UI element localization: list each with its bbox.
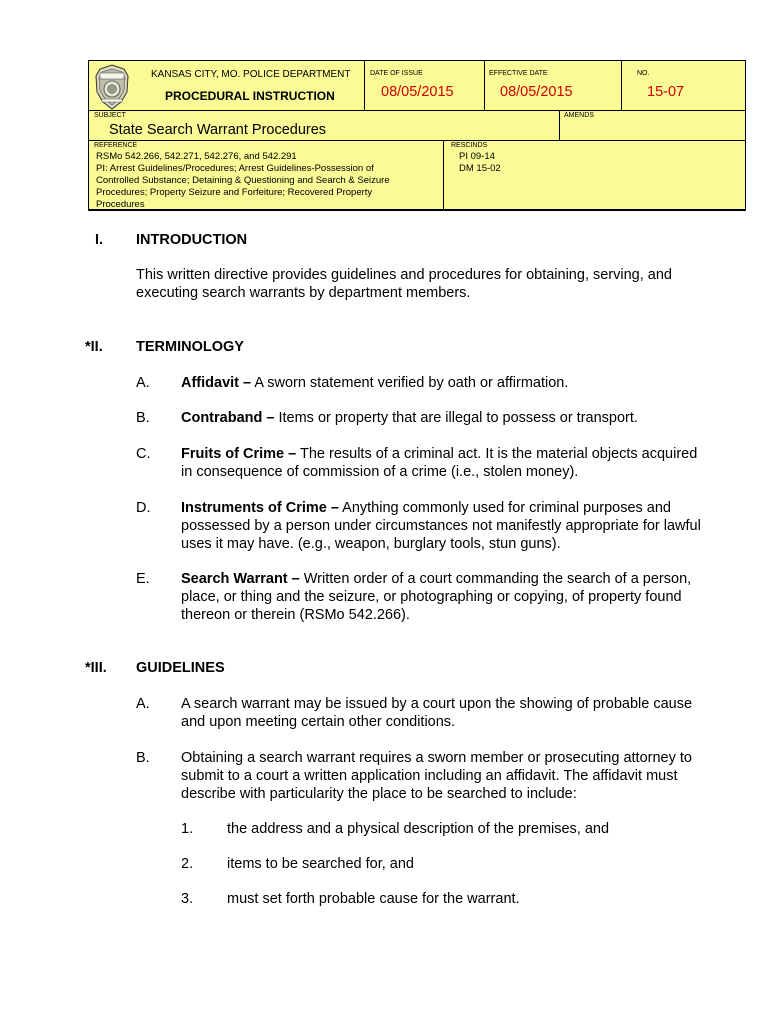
police-badge-icon — [94, 64, 130, 110]
section-title: GUIDELINES — [136, 660, 225, 676]
definition-text: Anything commonly used for criminal purposes and — [338, 500, 671, 516]
paragraph-line: submit to a court a written application including an affidavit. The affidavit must — [181, 768, 678, 784]
subitem-text: must set forth probable cause for the warrant. — [227, 891, 520, 907]
header-divider — [443, 140, 444, 210]
definition-line: uses it may have. (e.g., weapon, burglary tools, stun guns). — [181, 536, 561, 552]
definition-line: thereon or therein (RSMo 542.266). — [181, 607, 410, 623]
definition-line — [181, 570, 725, 588]
term: Fruits of Crime – — [181, 446, 297, 462]
definition-line — [181, 374, 568, 392]
document-type: PROCEDURAL INSTRUCTION — [165, 89, 335, 103]
subitem-text: items to be searched for, and — [227, 856, 414, 872]
item-letter: B. — [136, 750, 150, 766]
paragraph-line: executing search warrants by department members. — [136, 285, 471, 301]
definition-text: Items or property that are illegal to possess or transport. — [274, 410, 638, 426]
term: Contraband – — [181, 410, 275, 426]
subitem-number: 3. — [181, 891, 194, 907]
section-number: I. — [95, 232, 104, 248]
item-letter: A. — [136, 375, 150, 391]
paragraph-line: Obtaining a search warrant requires a sworn member or prosecuting attorney to — [181, 750, 692, 766]
section-number: *II. — [85, 339, 103, 355]
header-divider — [621, 61, 622, 110]
header-divider — [89, 140, 745, 141]
subitem-number: 2. — [181, 856, 194, 872]
effective-date-value: 08/05/2015 — [500, 84, 573, 100]
reference-label: REFERENCE — [94, 142, 138, 149]
item-letter: B. — [136, 410, 150, 426]
section-number: *III. — [85, 660, 107, 676]
number-label: NO. — [637, 70, 650, 77]
definition-text: The results of a criminal act. It is the material objects acquired — [296, 446, 698, 462]
item-letter: A. — [136, 696, 150, 712]
paragraph-line: A search warrant may be issued by a court upon the showing of probable cause — [181, 696, 693, 712]
reference-line: Procedures — [96, 199, 145, 210]
header-divider — [364, 61, 365, 110]
section-title: INTRODUCTION — [136, 232, 248, 248]
item-letter: E. — [136, 571, 150, 587]
reference-line: PI: Arrest Guidelines/Procedures; Arrest Guidelines-Possession of — [96, 163, 374, 174]
rescinds-line: PI 09-14 — [459, 151, 495, 162]
document-header — [88, 60, 746, 211]
term: Instruments of Crime – — [181, 500, 339, 516]
section-title: TERMINOLOGY — [136, 339, 244, 355]
reference-line: Procedures; Property Seizure and Forfeiture; Recovered Property — [96, 187, 373, 198]
rescinds-line: DM 15-02 — [459, 163, 501, 174]
definition-text: Written order of a court commanding the search of a person, — [299, 571, 692, 587]
subitem-number: 1. — [181, 821, 194, 837]
header-divider — [559, 110, 560, 140]
effective-date-label: EFFECTIVE DATE — [489, 70, 548, 77]
definition-line: place, or thing and the seizure, or photographing or copying, of property found — [181, 589, 682, 605]
subitem-text: the address and a physical description of the premises, and — [227, 821, 610, 837]
definition-line — [181, 445, 725, 463]
paragraph-line: and upon meeting certain other conditions. — [181, 714, 456, 730]
paragraph-line: describe with particularity the place to be searched to include: — [181, 786, 577, 802]
item-letter: D. — [136, 500, 151, 516]
subject-value: State Search Warrant Procedures — [109, 122, 327, 138]
term: Search Warrant – — [181, 571, 300, 587]
date-of-issue-value: 08/05/2015 — [381, 84, 454, 100]
date-of-issue-label: DATE OF ISSUE — [370, 70, 423, 77]
department-name: KANSAS CITY, MO. POLICE DEPARTMENT — [151, 69, 351, 80]
reference-line: Controlled Substance; Detaining & Questioning and Search & Seizure — [96, 175, 390, 186]
definition-text: A sworn statement verified by oath or affirmation. — [251, 375, 569, 391]
definition-line: possessed by a person under circumstances not manifestly appropriate for lawful — [181, 518, 701, 534]
term: Affidavit – — [181, 375, 252, 391]
amends-label: AMENDS — [564, 112, 594, 119]
definition-line — [181, 499, 725, 517]
definition-line: in consequence of commission of a crime (i.e., stolen money). — [181, 464, 579, 480]
number-value: 15-07 — [647, 84, 685, 100]
subject-label: SUBJECT — [94, 112, 126, 119]
header-divider — [484, 61, 485, 110]
paragraph-line: This written directive provides guidelines and procedures for obtaining, serving, and — [136, 267, 672, 283]
rescinds-label: RESCINDS — [451, 142, 488, 149]
definition-line — [181, 409, 638, 427]
item-letter: C. — [136, 446, 151, 462]
reference-line: RSMo 542.266, 542.271, 542.276, and 542.291 — [96, 151, 297, 162]
header-divider — [89, 110, 745, 111]
